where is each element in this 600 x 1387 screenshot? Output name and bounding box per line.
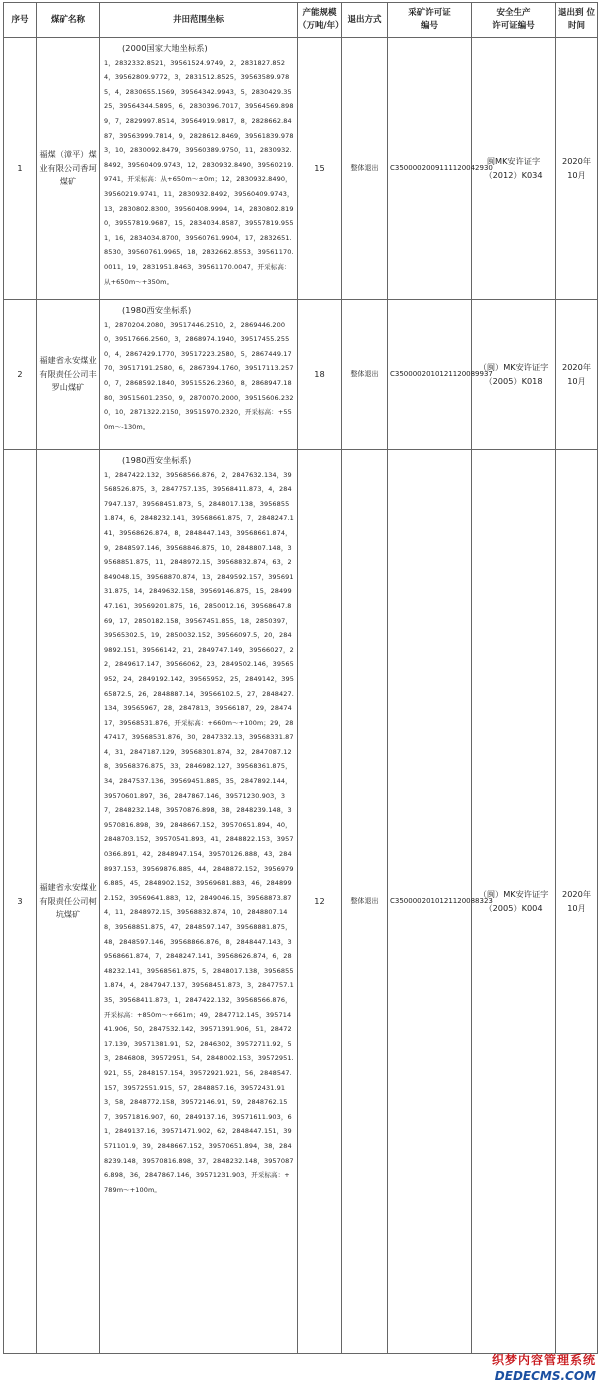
row-exit-time: 2020年10月 [556,300,598,450]
row-coords [100,450,298,1354]
row-coords [100,300,298,450]
row-safety-license: （闽）MK安许证字（2005）K004 [472,450,556,1354]
coord-system: (1980西安坐标系) [122,455,192,465]
row-exit-method: 整体退出 [342,300,388,450]
header-no: 序号 [4,3,37,38]
row-capacity: 18 [298,300,342,450]
row-exit-time: 2020年10月 [556,38,598,300]
row-mine-name: 福煤（漳平）煤业有限公司香坷煤矿 [37,38,100,300]
coord-text: 1，2847422.132，39568566.876，2，2847632.134，39568526.875，3，2847757.135，39568411.873，4，2847947.137，39568451.873，5，2848017.138，39568551.874，6，2848232.141，39568661.875，7，2848247.141，39568626.874，8，2848447.143，39568661.874，9，2848597.146，39568846.875，10，2848807.148，39568851.875，11，2848972.15，39568832.874，63，2849048.15，39568870.874，13，2849592.157，39569131.875，14，2849632.158，39569146.875，15，2849947.161，39569201.875，16，2850012.16，39568647.869，17，2850182.158，39567451.855，18，2850397，39565302.5，19，2850032.152，39566097.5，20，2849892.151，39566142，21，2849747.149，39566027，22，2849617.147，39566062，23，2849502.146，39565952，24，2849192.142，39565952，25，2849142，39565872.5，26，2848887.14，39566102.5，27，2848427.134，39565967，28，2847813，39566187，29，2847417，39568531.876，开采标高：+660m～+100m；29，2847417，39568531.876，30，2847332.13，39568331.874，31，2847187.129，39568301.874，32，2847087.128，39568376.875，33，2846982.127，39568361.875，34，2847537.136，39569451.885，35，2847892.144，39570601.897，36，2847867.146，39571230.903，37，2848232.148，39570876.898，38，2848239.148，39570816.898，39，2848667.152，39570651.894，40，2848703.152，39570541.893，41，2848822.153，39570366.891，42，2848947.154，39570126.888，43，2848937.153，39569876.885，44，2848872.152，39569796.885，45，2848902.152，39569681.883，46，2848992.152，39569641.883，12，2849046.15，39568873.874，11，2848972.15，39568832.874，10，2848807.148，39568851.875，47，2848597.147，39568881.875，48，2848597.146，39568866.876，8，2848447.143，39568661.874，7，2848247.141，39568626.874，6，2848232.141，39568561.875，5，2848017.138，39568551.874，4，2847947.137，39568451.873，3，2847757.135，39568411.873，1，2847422.132，39568566.876，开采标高：+850m～+661m；49，2847712.145，39571441.906，50，2847532.142，39571391.906，51，2847217.139，39571381.91，52，2846302，39572711.92，53，2846808，39572951，54，2848002.153，39572951.921，55，2848157.154，39572921.921，56，2848547.157，39572551.915，57，2848857.16，39572431.913，58，2848772.158，39572146.91，59，2848762.157，39571816.907，60，2849137.16，39571611.903，61，2849137.16，39571471.902，62，2848447.151，39571101.9，39，2848667.152，39570651.894，38，2848239.148，39570816.898，37，2848232.148，39570876.898，36，2847867.146，39571231.903，开采标高：+789m～+100m。 [104,470,295,1194]
row-exit-method: 整体退出 [342,450,388,1354]
header-exit-time-line2: 时间 [567,21,585,31]
table-row [4,300,598,450]
row-mine-name: 福建省永安煤业有限责任公司柯坑煤矿 [37,450,100,1354]
header-exit-time-line1: 退出到 位 [558,8,595,18]
row-exit-time: 2020年10月 [556,450,598,1354]
table-row [4,450,598,1354]
row-coords [100,38,298,300]
row-capacity: 15 [298,38,342,300]
header-mining-license-line1: 采矿许可证 [408,8,451,18]
header-capacity [298,3,342,38]
header-coords: 井田范围坐标 [100,3,298,38]
watermark-line2: DEDECMS.COM [494,1369,596,1383]
coord-text: 1，2870204.2080，39517446.2510，2，2869446.2000，39517666.2560，3，2868974.1940，39517455.2550，4，2867429.1770，39517223.2580，5，2867449.1770，39517191.2580，6，2867394.1760，39517113.2570，7，2868592.1840，39515526.2360，8，2868947.1880，39515601.2350，9，2870070.2000，39515606.2320，10，2871322.2150，39515970.2320，开采标高：+550m～-130m。 [104,320,294,431]
header-exit-method: 退出方式 [342,3,388,38]
row-mining-license: C3500002010121120088323 [388,450,472,1354]
row-no: 2 [4,300,37,450]
row-mine-name: 福建省永安煤业有限责任公司丰罗山煤矿 [37,300,100,450]
header-mine-name: 煤矿名称 [37,3,100,38]
row-safety-license: 闽MK安许证字（2012）K034 [472,38,556,300]
watermark-line1: 织梦内容管理系统 [491,1353,596,1367]
coord-system: (2000国家大地坐标系) [122,43,208,53]
header-mining-license-line2: 编号 [420,21,438,31]
row-mining-license: C3500002009111120042930 [388,38,472,300]
coord-system: (1980西安坐标系) [122,305,192,315]
header-capacity-line1: 产能规模 [302,8,337,18]
row-no: 3 [4,450,37,1354]
table-row [4,38,598,300]
header-safety-license-line1: 安全生产 [496,8,531,18]
watermark-logo [492,1351,596,1383]
table-header-row [4,3,598,38]
header-safety-license-line2: 许可证编号 [492,21,535,31]
header-safety-license [472,3,556,38]
row-mining-license: C3500002010121120089937 [388,300,472,450]
header-mining-license [388,3,472,38]
row-exit-method: 整体退出 [342,38,388,300]
row-no: 1 [4,38,37,300]
row-safety-license: （闽）MK安许证字（2005）K018 [472,300,556,450]
header-exit-time [556,3,598,38]
header-capacity-line2: （万吨/年） [298,21,344,31]
coal-mine-exit-table [3,2,598,1354]
coord-text: 1，2832332.8521，39561524.9749，2，2831827.8524，39562809.9772，3，2831512.8525，39563589.9785，4，2830655.1569，39564342.9943，5，2830429.3525，39564344.5895，6，2830396.7017，39564569.8989，7，2829997.8514，39564919.9817，8，2828662.8487，39563999.7814，9，2828612.8469，39561839.9783，10，2830092.8479，39560389.9750，11，2830932.8492，39560409.9743，12，2830932.8490，39560219.9741，开采标高：从+650m～±0m；12，2830932.8490，39560219.9741，11，2830932.8492，39560409.9743，13，2830802.8300，39560408.9994，14，2830802.8190，39557819.9687，15，2834034.8587，39557819.9551，16，2834034.8700，39560761.9904，17，2832651.8530，39560761.9965，18，2832662.8553，39561170.0011，19，2831951.8463，39561170.0047，开采标高：从+650m～+350m。 [104,58,294,286]
row-capacity: 12 [298,450,342,1354]
